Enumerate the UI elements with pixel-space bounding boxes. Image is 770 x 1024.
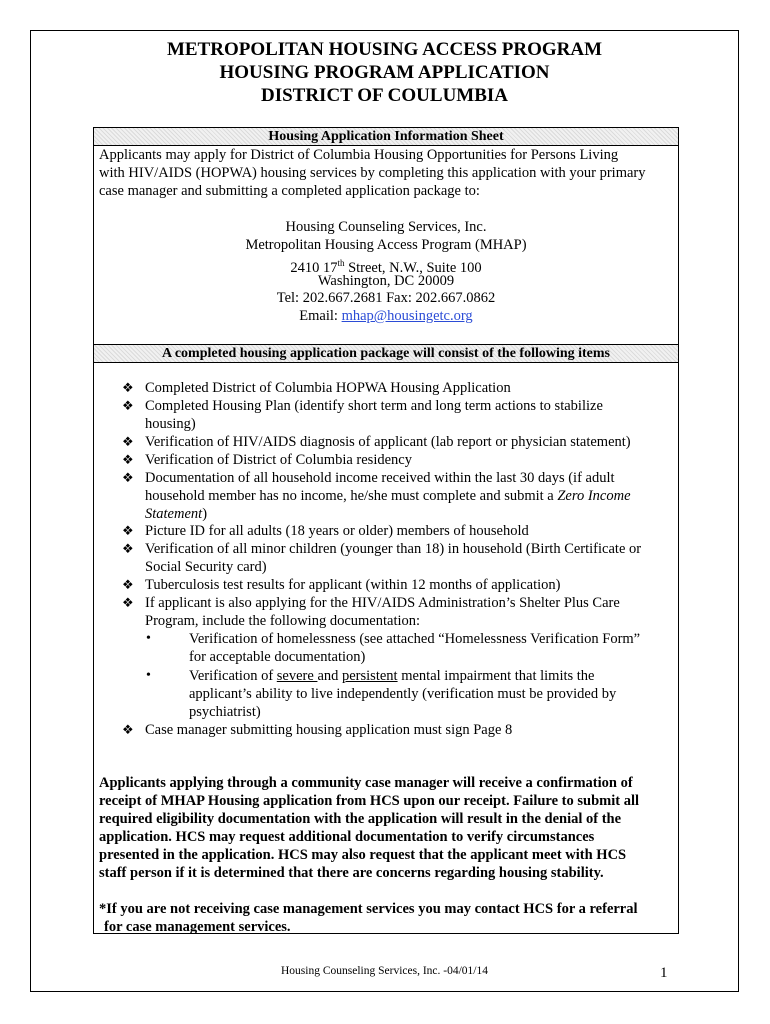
- bullet-icon: ❖: [122, 380, 134, 395]
- address-city: Washington, DC 20009: [317, 273, 455, 289]
- address-email-row: [93, 307, 679, 325]
- notice-line-2: receipt of MHAP Housing application from HCS upon our receipt. Failure to submit all: [99, 793, 640, 809]
- persistent-term: persistent: [342, 668, 398, 684]
- package-item: Completed District of Columbia HOPWA Housing Application: [145, 380, 511, 396]
- package-item: Verification of HIV/AIDS diagnosis of applicant (lab report or physician statement): [145, 434, 631, 450]
- package-item: Completed Housing Plan (identify short term and long term actions to stabilize: [145, 398, 603, 414]
- bullet-icon: ❖: [122, 595, 134, 610]
- package-sub-item-continued: psychiatrist): [189, 704, 261, 720]
- street-rest: Street, N.W., Suite 100: [344, 259, 482, 276]
- package-sub-item-continued: for acceptable documentation): [189, 649, 366, 665]
- title-line-1: METROPOLITAN HOUSING ACCESS PROGRAM: [166, 39, 603, 60]
- closing-paren: ): [202, 506, 208, 522]
- address-program: Metropolitan Housing Access Program (MHAP): [245, 237, 527, 253]
- bullet-icon: ❖: [122, 577, 134, 592]
- package-item-continued: housing): [145, 416, 196, 432]
- package-item: Picture ID for all adults (18 years or older) members of household: [145, 523, 529, 539]
- email-label: Email:: [299, 308, 342, 324]
- footer-text: Housing Counseling Services, Inc. -04/01/14: [281, 965, 488, 977]
- and-text: and: [317, 668, 342, 684]
- package-item-continued: Social Security card): [145, 559, 267, 575]
- street-number: 2410 17: [290, 259, 338, 276]
- sub-bullet-icon: •: [146, 668, 151, 683]
- package-item-continued: [145, 487, 631, 505]
- bullet-icon: ❖: [122, 470, 134, 485]
- email-link[interactable]: mhap@housingetc.org: [341, 308, 473, 324]
- package-item: Verification of all minor children (younger than 18) in household (Birth Certificate or: [145, 541, 642, 557]
- package-sub-item: [189, 667, 595, 685]
- package-sub-item: Verification of homelessness (see attached “Homelessness Verification Form”: [189, 631, 641, 647]
- bullet-icon: ❖: [122, 541, 134, 556]
- bullet-icon: ❖: [122, 452, 134, 467]
- package-item: Case manager submitting housing application must sign Page 8: [145, 722, 513, 738]
- package-item-continued: [145, 505, 207, 523]
- referral-line-1: *If you are not receiving case management services you may contact HCS for a referral: [99, 901, 638, 917]
- notice-line-4: application. HCS may request additional documentation to verify circumstances: [99, 829, 595, 845]
- bullet-icon: ❖: [122, 434, 134, 449]
- intro-line-1: Applicants may apply for District of Columbia Housing Opportunities for Persons Living: [99, 147, 619, 163]
- title-line-3: DISTRICT OF COULUMBIA: [260, 85, 509, 106]
- notice-line-5: presented in the application. HCS may also request that the applicant meet with HCS: [99, 847, 627, 863]
- income-text: household member has no income, he/she must complete and submit a: [145, 488, 558, 504]
- referral-line-2: for case management services.: [104, 919, 291, 935]
- sub-bullet-icon: •: [146, 631, 151, 646]
- title-line-2: HOUSING PROGRAM APPLICATION: [219, 62, 550, 83]
- notice-line-1: Applicants applying through a community case manager will receive a confirmation of: [99, 775, 633, 791]
- address-phone: Tel: 202.667.2681 Fax: 202.667.0862: [276, 290, 496, 306]
- street-ordinal: th: [337, 258, 345, 268]
- package-item: Verification of District of Columbia residency: [145, 452, 412, 468]
- bullet-icon: ❖: [122, 722, 134, 737]
- statement-term: Statement: [145, 506, 203, 522]
- impairment-text: mental impairment that limits the: [397, 668, 595, 684]
- info-sheet-heading: Housing Application Information Sheet: [94, 128, 678, 146]
- package-item-continued: Program, include the following documentation:: [145, 613, 421, 629]
- bullet-icon: ❖: [122, 523, 134, 538]
- package-item: Documentation of all household income received within the last 30 days (if adult: [145, 470, 615, 486]
- package-item: If applicant is also applying for the HIV/AIDS Administration’s Shelter Plus Care: [145, 595, 620, 611]
- notice-line-3: required eligibility documentation with the application will result in the denial of the: [99, 811, 622, 827]
- page-title: [30, 38, 739, 107]
- notice-line-6: staff person if it is determined that there are concerns regarding housing stability.: [99, 865, 604, 881]
- address-org: Housing Counseling Services, Inc.: [285, 219, 487, 235]
- package-heading: A completed housing application package will consist of the following items: [94, 344, 678, 363]
- intro-line-3: case manager and submitting a completed application package to:: [99, 183, 480, 199]
- page-number: 1: [660, 965, 668, 981]
- bullet-icon: ❖: [122, 398, 134, 413]
- package-item: Tuberculosis test results for applicant (within 12 months of application): [145, 577, 561, 593]
- package-sub-item-continued: applicant’s ability to live independently (verification must be provided by: [189, 686, 617, 702]
- zero-income-term: Zero Income: [557, 488, 631, 504]
- intro-line-2: with HIV/AIDS (HOPWA) housing services by completing this application with your primary: [99, 165, 646, 181]
- verification-text: Verification of: [189, 668, 277, 684]
- severe-term: severe: [276, 668, 318, 684]
